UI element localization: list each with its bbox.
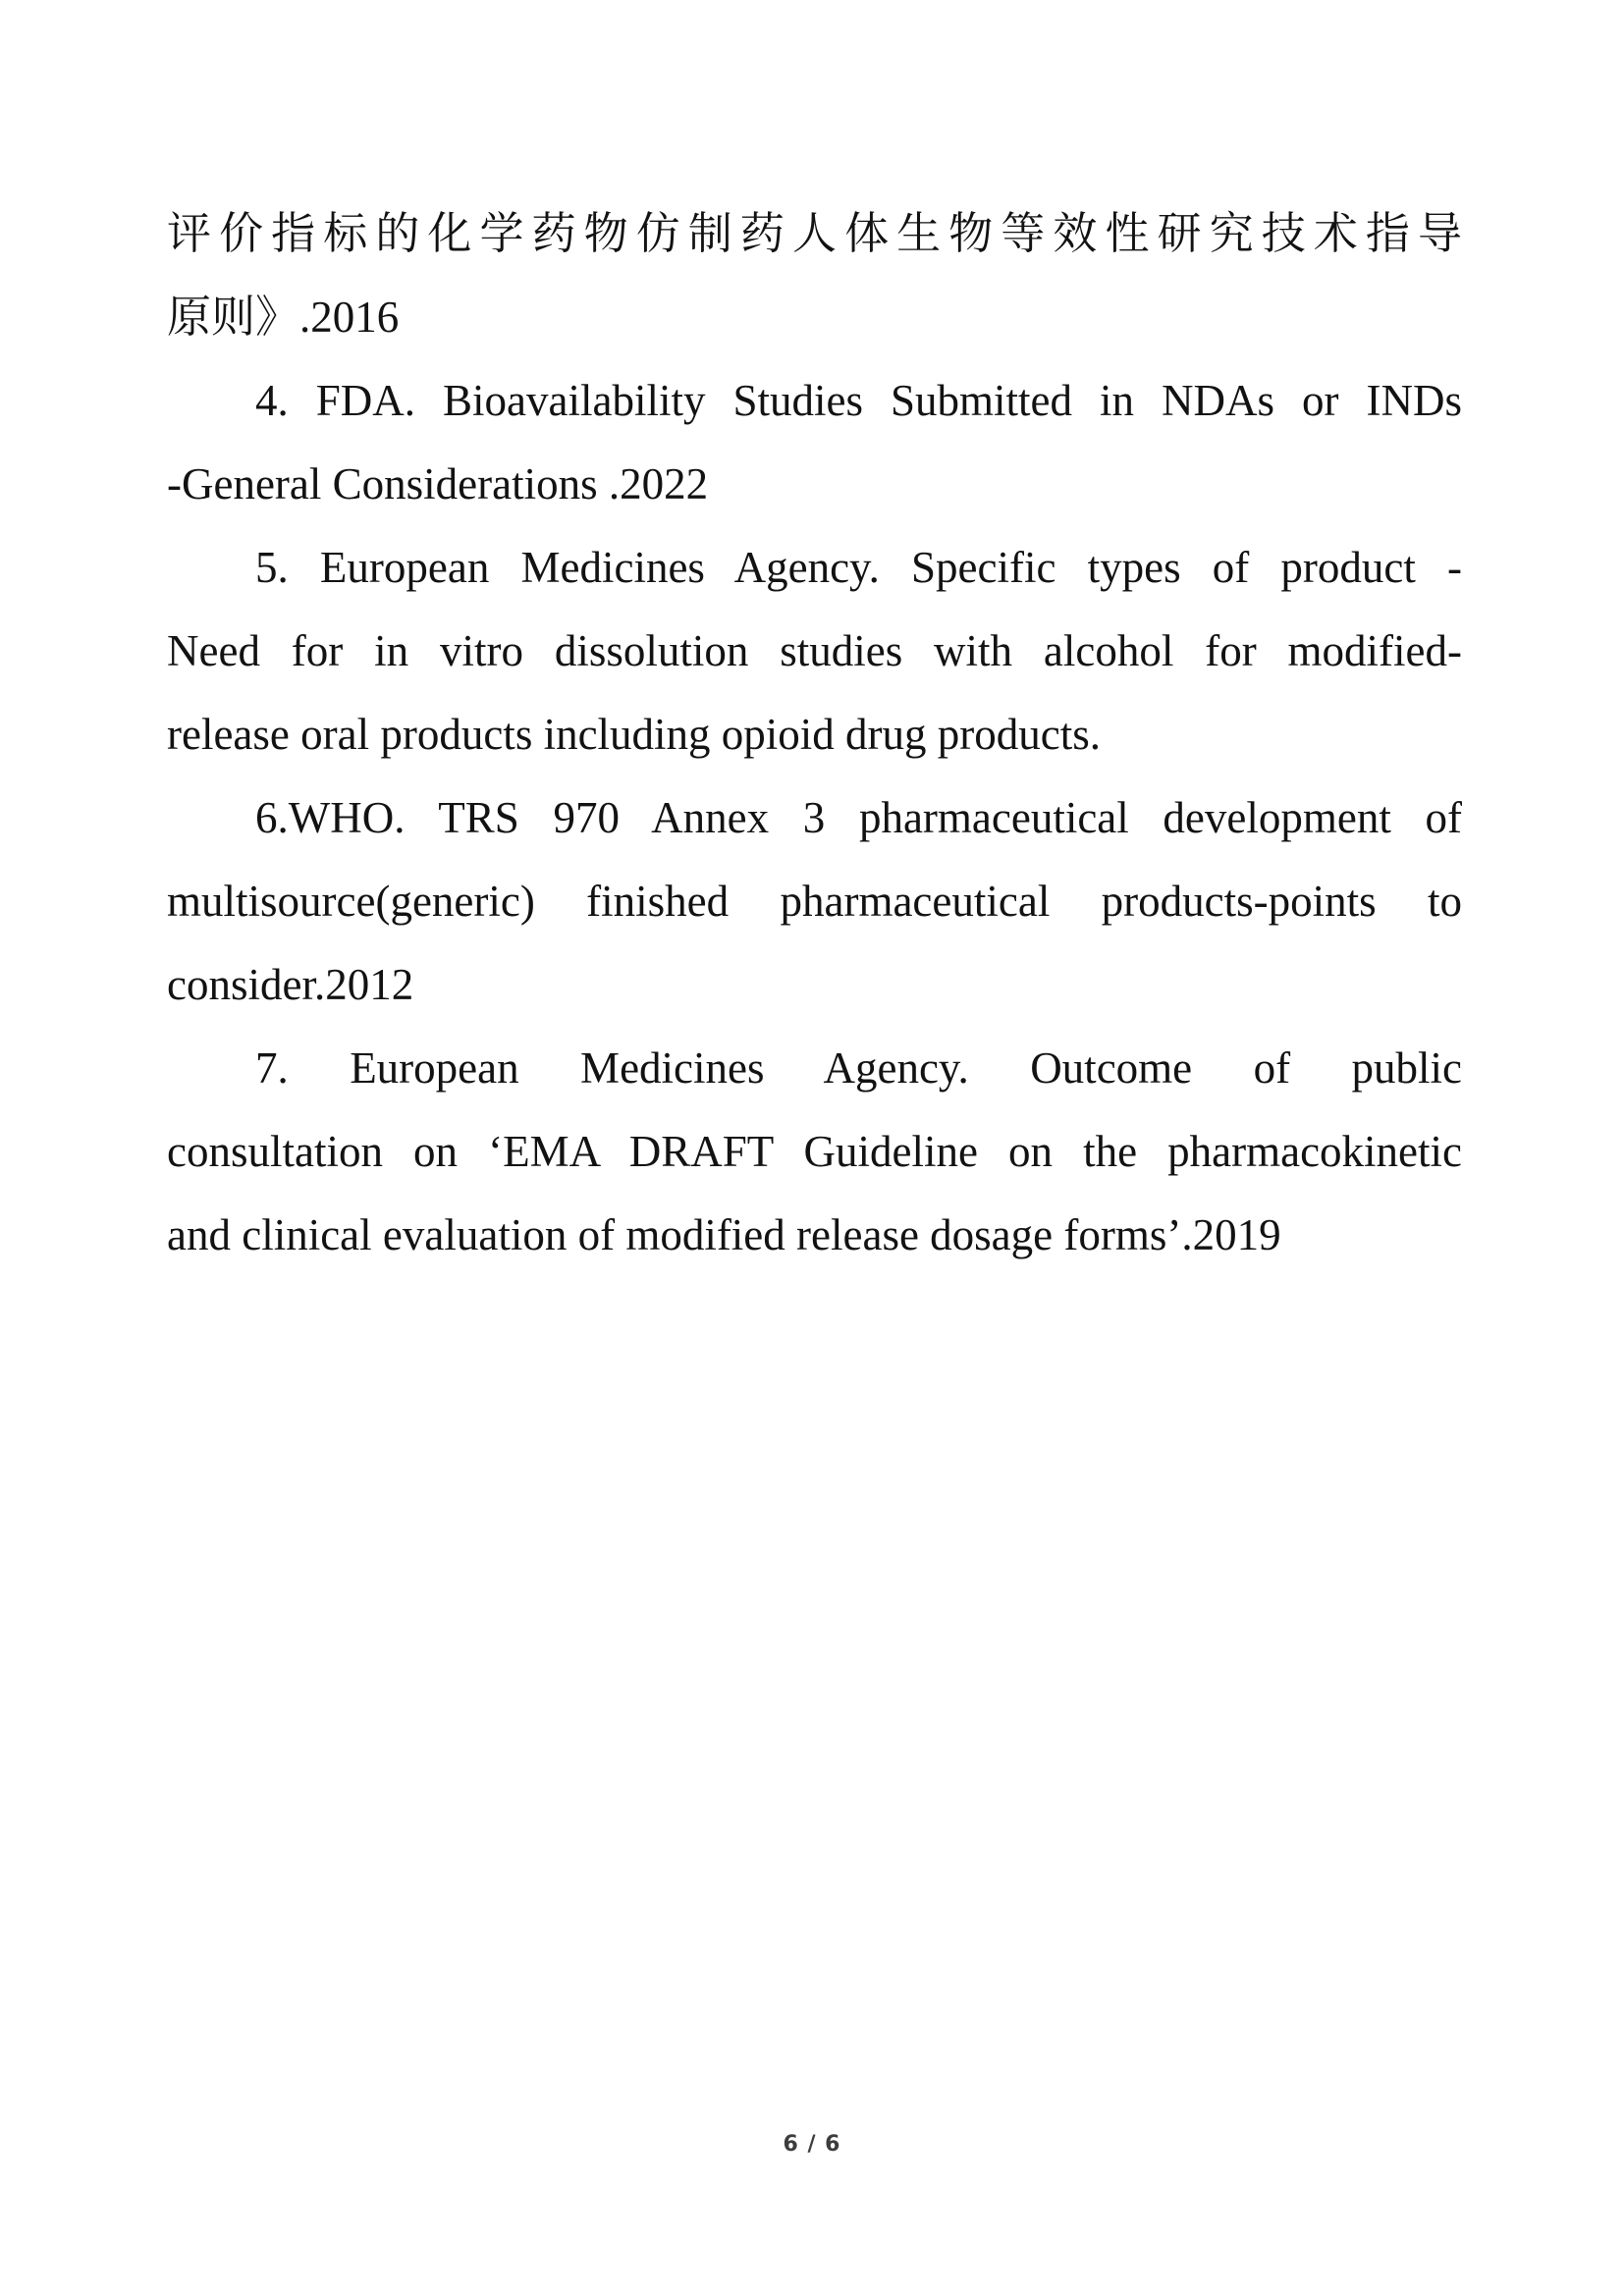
text-line: 7. European Medicines Agency. Outcome of public: [255, 1043, 1462, 1093]
text-line: 6.WHO. TRS 970 Annex 3 pharmaceutical development of: [255, 793, 1462, 842]
text-line: 4. FDA. Bioavailability Studies Submitted in NDAs or INDs: [255, 376, 1462, 425]
reference-7: [167, 1027, 1462, 1277]
text-line: consultation on ‘EMA DRAFT Guideline on the pharmacokinetic: [167, 1127, 1462, 1176]
reference-3-continued: [167, 192, 1462, 359]
text-line: and clinical evaluation of modified release dosage forms’.2019: [167, 1210, 1281, 1259]
page-footer: [0, 2132, 1624, 2157]
text-line: 5. European Medicines Agency. Specific types of product -: [255, 543, 1462, 592]
text-line: multisource(generic) finished pharmaceutical products-points to: [167, 877, 1462, 926]
page-number: 6 / 6: [783, 2132, 841, 2157]
text-line: 原则》.2016: [167, 293, 400, 342]
text-line: 评价指标的化学药物仿制药人体生物等效性研究技术指导: [167, 209, 1462, 258]
reference-6: [167, 776, 1462, 1027]
text-line: consider.2012: [167, 960, 414, 1009]
text-line: Need for in vitro dissolution studies with alcohol for modified-: [167, 626, 1462, 675]
references-text-block: [167, 192, 1462, 1277]
text-line: -General Considerations .2022: [167, 459, 709, 508]
reference-4: [167, 359, 1462, 526]
text-line: release oral products including opioid drug products.: [167, 710, 1102, 759]
reference-5: [167, 526, 1462, 776]
